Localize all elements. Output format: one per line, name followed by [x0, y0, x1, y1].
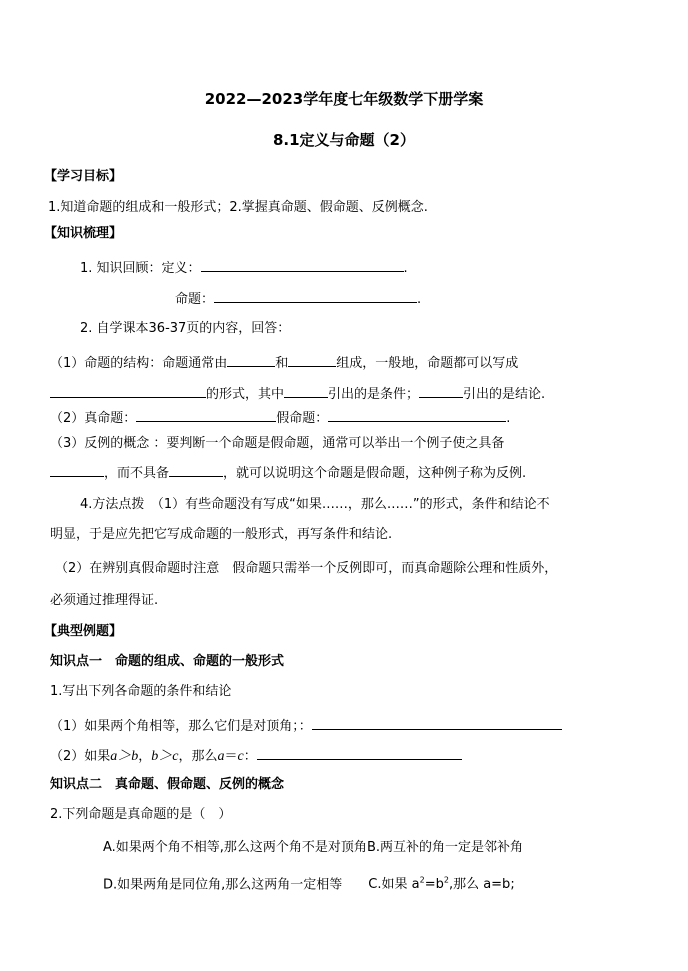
method-line-3: （2）在辨别真假命题时注意 假命题只需举一个反例即可，而真命题除公理和性质外， — [55, 561, 558, 576]
knowledge-point-1: 知识点一 命题的组成、命题的一般形式 — [50, 654, 285, 669]
text: 假命题： — [276, 411, 329, 426]
question-1-part-1 — [50, 716, 562, 736]
text: ，那么 — [178, 749, 218, 764]
text: （2）真命题： — [50, 411, 137, 426]
text: 引出的是结论. — [463, 387, 546, 402]
text: ： — [243, 749, 257, 764]
math: b＞c — [151, 749, 179, 764]
blank[interactable] — [169, 463, 223, 477]
structure-line-2 — [50, 384, 545, 404]
lesson-title: 8.1定义与命题（2） — [272, 131, 415, 149]
question-1-part-2 — [50, 746, 462, 766]
proposition-blank[interactable] — [214, 289, 417, 303]
text: ，就可以说明这个命题是假命题，这种例子称为反例. — [223, 466, 527, 481]
counterexample-line-2 — [50, 463, 526, 483]
exponent: 2 — [419, 876, 425, 885]
exponent: 2 — [443, 876, 449, 885]
knowledge-heading: 【知识梳理】 — [44, 226, 123, 241]
blank[interactable] — [50, 384, 206, 398]
text: 组成，一般地，命题都可以写成 — [336, 356, 519, 371]
text: C.如果 a — [368, 877, 420, 893]
goals-text: 1.知道命题的组成和一般形式；2.掌握真命题、假命题、反例概念. — [48, 200, 428, 215]
blank[interactable] — [284, 384, 328, 398]
math: a＞b — [110, 749, 139, 764]
option-c — [368, 877, 514, 892]
period: . — [403, 261, 408, 276]
review-definition-label: 1. 知识回顾：定义： — [80, 261, 201, 276]
math: c — [237, 749, 244, 764]
text: （1）如果两个角相等，那么它们是对顶角；： — [50, 719, 312, 734]
question-2: 2.下列命题是真命题的是（ ） — [50, 807, 232, 822]
answer-blank[interactable] — [312, 716, 562, 730]
question-1: 1.写出下列各命题的条件和结论 — [50, 684, 232, 699]
text: 引出的是条件； — [328, 387, 420, 402]
option-d: D.如果两角是同位角,那么这两角一定相等 — [103, 877, 343, 893]
examples-heading: 【典型例题】 — [44, 624, 123, 639]
option-a-b-line — [103, 839, 523, 857]
review-proposition-line — [175, 289, 421, 309]
goals-heading: 【学习目标】 — [44, 169, 123, 184]
text: ，而不具备 — [104, 466, 170, 481]
method-line-2: 明显，于是应先把它写成命题的一般形式，再写条件和结论. — [50, 527, 393, 542]
review-proposition-label: 命题： — [175, 292, 215, 307]
text: ,那么 a=b; — [448, 877, 515, 893]
page-title: 2022—2023学年度七年级数学下册学案 — [204, 90, 484, 108]
text: 的形式，其中 — [206, 387, 285, 402]
self-study-line: 2. 自学课本36-37页的内容，回答： — [80, 321, 291, 336]
true-prop-blank[interactable] — [136, 408, 276, 422]
structure-line-1 — [50, 353, 518, 373]
text: =b — [424, 877, 444, 893]
definition-blank[interactable] — [201, 258, 404, 272]
option-a: A.如果两个角不相等,那么这两个角不是对顶角 — [103, 840, 367, 855]
blank[interactable] — [50, 463, 104, 477]
true-false-line — [50, 408, 510, 428]
counterexample-line-1: （3）反例的概念 ：要判断一个命题是假命题，通常可以举出一个例子使之具备 — [50, 436, 505, 451]
method-line-4: 必须通过推理得证. — [50, 593, 159, 608]
text: 和 — [275, 356, 289, 371]
math: a — [217, 749, 225, 764]
option-b: B.两互补的角一定是邻补角 — [366, 840, 523, 855]
knowledge-point-2: 知识点二 真命题、假命题、反例的概念 — [50, 777, 285, 792]
review-definition-line — [80, 258, 408, 278]
text: ＝ — [224, 749, 238, 764]
false-prop-blank[interactable] — [328, 408, 506, 422]
period: . — [417, 292, 422, 307]
answer-blank[interactable] — [257, 746, 462, 760]
text: （1）命题的结构：命题通常由 — [50, 356, 228, 371]
method-line-1: 4.方法点拨 （1）有些命题没有写成“如果……，那么……”的形式，条件和结论不 — [80, 497, 550, 512]
blank[interactable] — [288, 353, 336, 367]
blank[interactable] — [227, 353, 275, 367]
blank[interactable] — [419, 384, 463, 398]
option-d-c-line — [103, 872, 515, 894]
text: ， — [138, 749, 152, 764]
text: （2）如果 — [50, 749, 111, 764]
text: . — [506, 411, 511, 426]
